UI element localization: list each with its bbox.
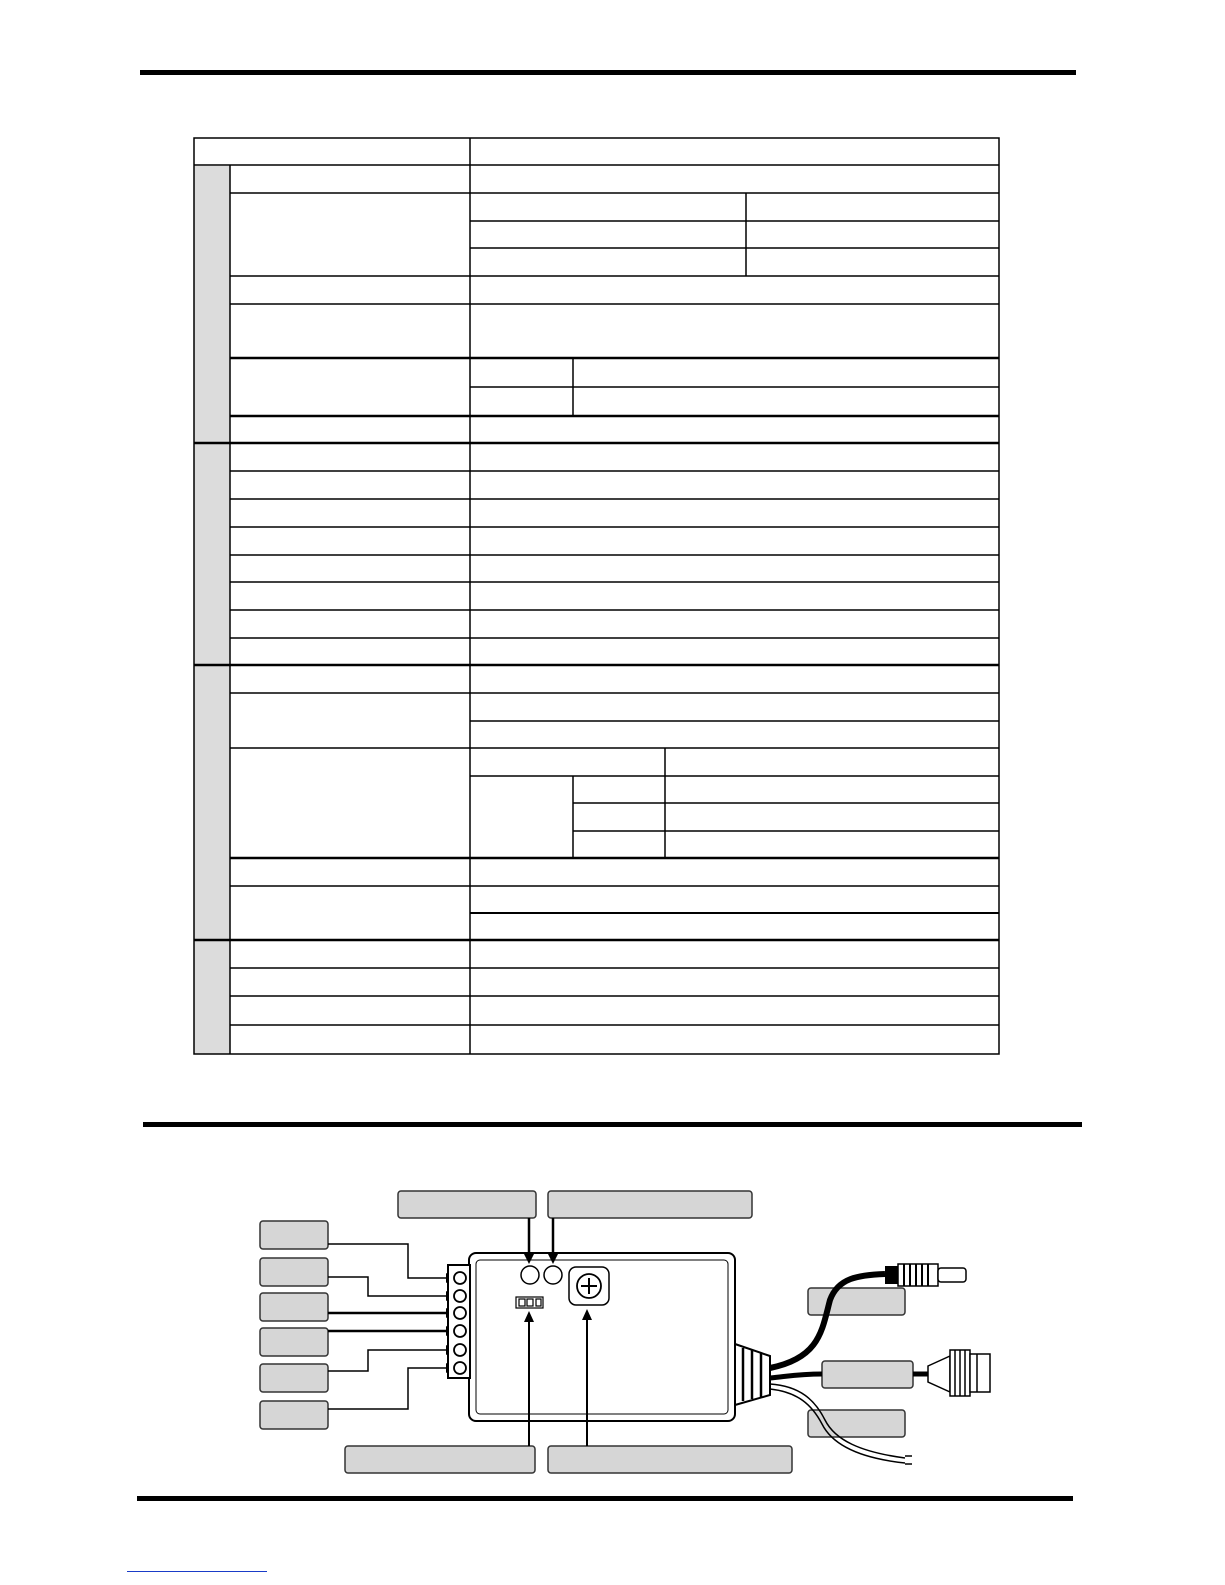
bnc-cable	[770, 1374, 822, 1378]
bottom-rule	[137, 1496, 1073, 1501]
bottom-callout-1	[345, 1446, 535, 1473]
top-callout-2	[548, 1191, 752, 1218]
terminal-label-1	[260, 1221, 328, 1249]
terminal-label-2	[260, 1258, 328, 1286]
bnc-connector-icon	[928, 1350, 990, 1396]
terminal-label-4	[260, 1328, 328, 1356]
terminal-label-5	[260, 1364, 328, 1392]
cable-gland	[735, 1344, 770, 1405]
footer-link[interactable]	[127, 1571, 267, 1572]
cable-label-2	[822, 1361, 913, 1388]
top-callout-1	[398, 1191, 536, 1218]
terminal-label-6	[260, 1401, 328, 1429]
terminal-label-3	[260, 1293, 328, 1321]
terminal-block-icon	[448, 1265, 470, 1378]
dc-plug-icon	[885, 1264, 966, 1286]
bottom-callout-2	[548, 1446, 792, 1473]
cable-label-1	[808, 1288, 905, 1315]
device-body	[469, 1253, 735, 1421]
